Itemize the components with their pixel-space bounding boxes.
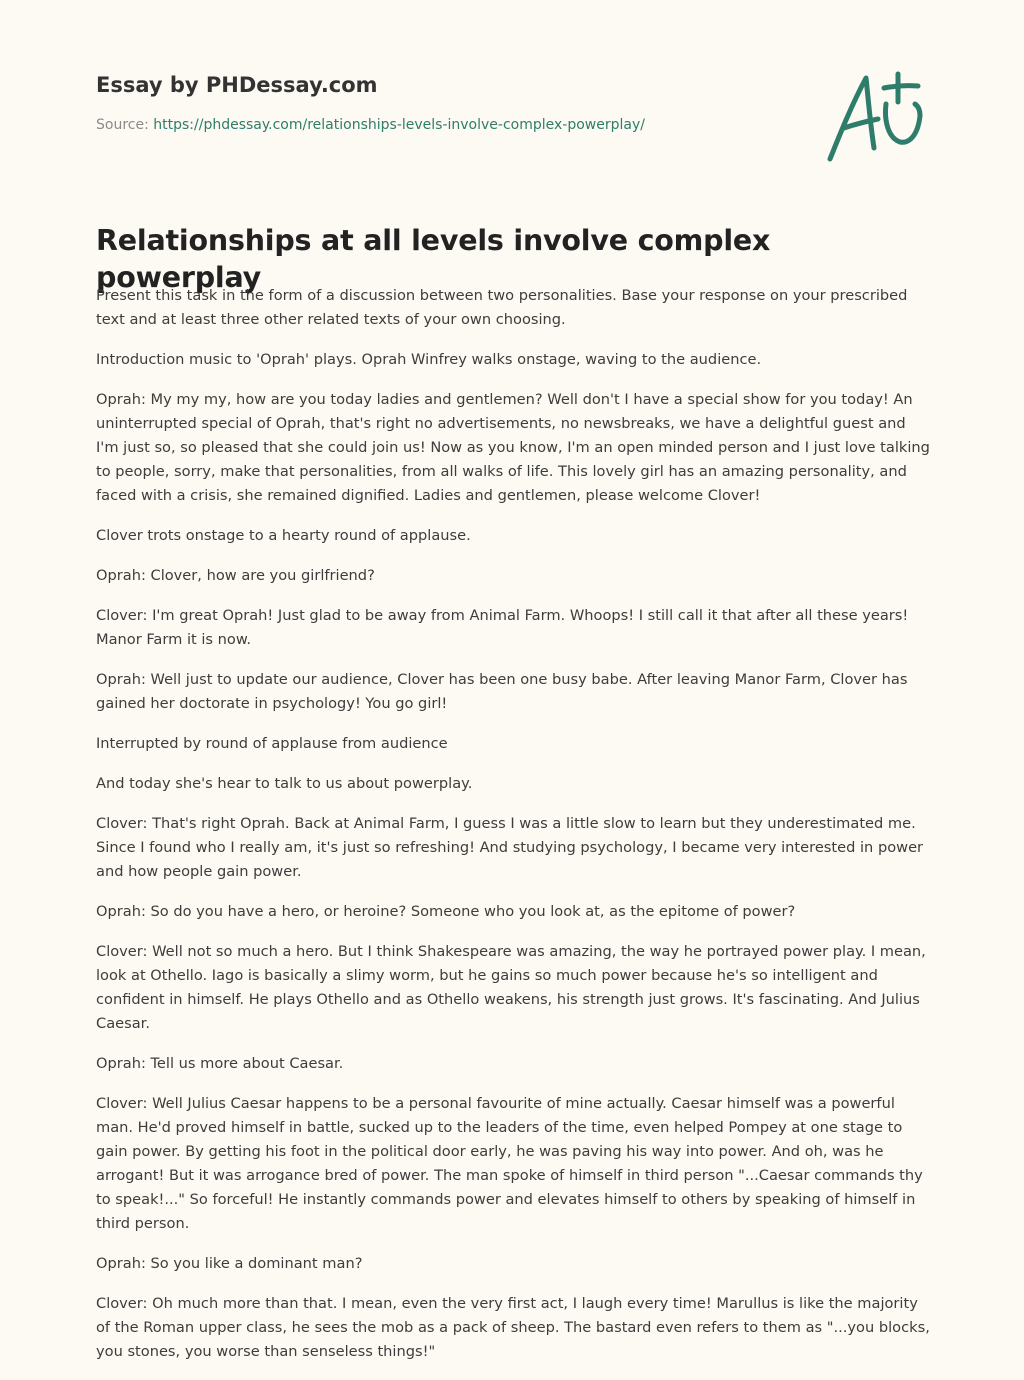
paragraph: Oprah: So you like a dominant man?: [96, 1255, 363, 1272]
source-label: Source:: [96, 117, 154, 134]
paragraph: Oprah: Clover, how are you girlfriend?: [96, 567, 375, 584]
paragraph: And today she's hear to talk to us about powerplay.: [96, 775, 473, 792]
paragraph: Oprah: Tell us more about Caesar.: [96, 1055, 344, 1072]
source-line: [96, 116, 796, 134]
paragraph: Oprah: So do you have a hero, or heroine? Someone who you look at, as the epitome of power?: [96, 903, 796, 920]
paragraph: Clover: Well not so much a hero. But I think Shakespeare was amazing, the way he portrayed power play. I mean, look at Othello. Iago is basically a slimy worm, but he gains so much power because he's so intelligent and confident in himself. He plays Othello and as Othello weakens, his strength just grows. It's fascinating. And Julius Caesar.: [96, 943, 926, 1032]
paragraph: Introduction music to 'Oprah' plays. Oprah Winfrey walks onstage, waving to the audience.: [96, 351, 762, 368]
source-link[interactable]: https://phdessay.com/relationships-levels-involve-complex-powerplay/: [153, 117, 645, 134]
essay-body: [96, 284, 932, 1380]
essay-header: [96, 72, 796, 134]
paragraph: Clover: That's right Oprah. Back at Animal Farm, I guess I was a little slow to learn but they underestimated me. Since I found who I really am, it's just so refreshing! And studying psychology, I became very interested in power and how people gain power.: [96, 815, 924, 880]
essay-title: Relationships at all levels involve complex powerplay: [96, 224, 771, 295]
brand-name: Essay by PHDessay.com: [96, 73, 378, 97]
paragraph: Oprah: Well just to update our audience, Clover has been one busy babe. After leaving Manor Farm, Clover has gained her doctorate in psychology! You go girl!: [96, 671, 908, 712]
paragraph: Clover: I'm great Oprah! Just glad to be away from Animal Farm. Whoops! I still call it that after all these years! Manor Farm it is now.: [96, 607, 909, 648]
paragraph: Present this task in the form of a discussion between two personalities. Base your response on your prescribed text and at least three other related texts of your own choosing.: [96, 287, 908, 328]
paragraph: Oprah: My my my, how are you today ladies and gentlemen? Well don't I have a special show for you today! An uninterrupted special of Oprah, that's right no advertisements, no newsbreaks, we have a delightful guest and I'm just so, so pleased that she could join us! Now as you know, I'm an open minded person and I just love talking to people, sorry, make that personalities, from all walks of life. This lovely girl has an amazing personality, and faced with a crisis, she remained dignified. Ladies and gentlemen, please welcome Clover!: [96, 391, 930, 504]
paragraph: Clover trots onstage to a hearty round of applause.: [96, 527, 471, 544]
a-plus-logo-icon: [818, 64, 930, 164]
paragraph: Clover: Well Julius Caesar happens to be a personal favourite of mine actually. Caesar himself was a powerful man. He'd proved himself in battle, sucked up to the leaders of the time, even helped Pompey at one stage to gain power. By getting his foot in the political door early, he was paving his way into power. And oh, was he arrogant! But it was arrogance bred of power. The man spoke of himself in third person "...Caesar commands thy to speak!..." So forceful! He instantly commands power and elevates himself to others by speaking of himself in third person.: [96, 1095, 923, 1232]
paragraph: Clover: Oh much more than that. I mean, even the very first act, I laugh every time! Marullus is like the majority of the Roman upper class, he sees the mob as a pack of sheep. The bastard even refers to them as "...you blocks, you stones, you worse than senseless things!": [96, 1295, 930, 1360]
paragraph: Interrupted by round of applause from audience: [96, 735, 448, 752]
